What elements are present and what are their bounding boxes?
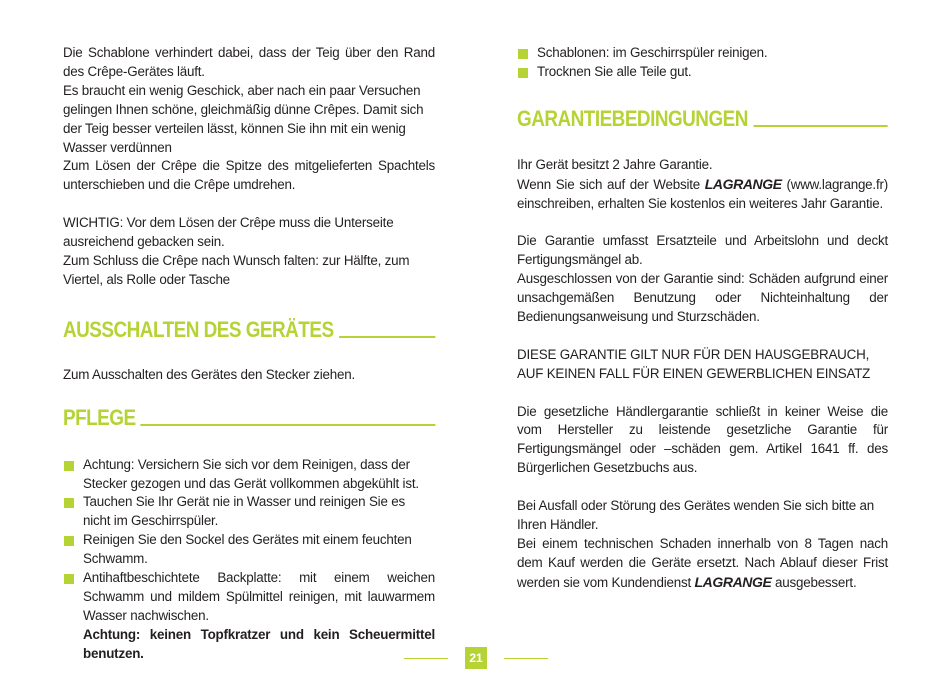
- garantie-years: Ihr Gerät besitzt 2 Jahre Garantie.: [517, 156, 713, 172]
- heading-rule: [141, 424, 435, 426]
- bullet-square-icon: [64, 536, 74, 546]
- bullet-square-icon: [518, 68, 528, 78]
- footer-rule-left: [404, 658, 448, 659]
- ausschalten-heading: AUSSCHALTEN DES GERÄTES: [63, 317, 435, 343]
- hausgebrauch-paragraph: DIESE GARANTIE GILT NUR FÜR DEN HAUSGEBRAUCH, AUF KEINEN FALL FÜR EINEN GEWERBLICHEN EINSATZ: [517, 346, 871, 381]
- list-item: Tauchen Sie Ihr Gerät nie in Wasser und reinigen Sie es nicht im Geschirrspüler.: [63, 493, 435, 531]
- list-item: Reinigen Sie den Sockel des Gerätes mit einem feuchten Schwamm.: [63, 531, 435, 569]
- brand-logo: LAGRANGE: [694, 573, 772, 590]
- list-item: Antihaftbeschichtete Backplatte: mit einem weichen Schwamm und mildem Spülmittel reinigen, mit lauwarmem Wasser nachwischen. Achtung: keinen Topfkratzer und kein Scheuermittel benutzen.: [63, 569, 435, 664]
- garantie-heading: GARANTIEBEDINGUNGEN: [517, 106, 888, 132]
- pflege-heading: PFLEGE: [63, 405, 435, 431]
- bullet-square-icon: [64, 461, 74, 471]
- list-item: Schablonen: im Geschirrspüler reinigen.: [517, 44, 888, 63]
- umfang-paragraph: Die Garantie umfasst Ersatzteile und Arbeitslohn und deckt Fertigungsmängel ab.: [517, 233, 888, 268]
- falten-paragraph: Zum Schluss die Crêpe nach Wunsch falten: zur Hälfte, zum Viertel, als Rolle oder Tasche: [63, 252, 410, 287]
- page-footer: [0, 647, 950, 669]
- heading-rule: [339, 336, 435, 338]
- footer-rule-right: [504, 658, 548, 659]
- haendlergarantie-paragraph: Die gesetzliche Händlergarantie schließt in keiner Weise die vom Hersteller zu leistende gesetzliche Garantie für Fertigungsmängel oder –schäden gem. Artikel 1641 ff. des Bürgerlichen Gesetzbuchs aus.: [517, 403, 888, 476]
- website-paragraph: Wenn Sie sich auf der Website LAGRANGE (www.lagrange.fr) einschreiben, erhalten Sie kostenlos ein weiteres Jahr Garantie.: [517, 175, 888, 211]
- pflege-list: [63, 456, 435, 664]
- wichtig-paragraph: WICHTIG: Vor dem Lösen der Crêpe muss die Unterseite ausreichend gebacken sein.: [63, 215, 394, 250]
- list-item: Trocknen Sie alle Teile gut.: [517, 63, 888, 82]
- ausschluss-paragraph: Ausgeschlossen von der Garantie sind: Schäden aufgrund einer unsachgemäßen Benutzung oder Nichteinhaltung der Bedienungsanweisung und Sturzschäden.: [517, 271, 888, 325]
- bullet-square-icon: [518, 49, 528, 59]
- warning-text: Achtung: keinen Topfkratzer und kein Scheuermittel benutzen.: [83, 626, 435, 661]
- ausfall-paragraph: Bei Ausfall oder Störung des Gerätes wenden Sie sich bitte an Ihren Händler.: [517, 498, 875, 532]
- intro-paragraph-3: Zum Lösen der Crêpe die Spitze des mitgelieferten Spachtels unterschieben und die Crêpe umdrehen.: [63, 158, 435, 193]
- bullet-square-icon: [64, 498, 74, 508]
- left-column: [63, 44, 435, 664]
- bullet-square-icon: [64, 574, 74, 584]
- schaden-paragraph: Bei einem technischen Schaden innerhalb von 8 Tagen nach dem Kauf werden die Geräte ersetzt. Nach Ablauf dieser Frist werden sie vom Kundendienst LAGRANGE ausgebessert.: [517, 535, 888, 590]
- right-column: [517, 44, 888, 593]
- list-item: Achtung: Versichern Sie sich vor dem Reinigen, dass der Stecker gezogen und das Gerät vollkommen abgekühlt ist.: [63, 456, 435, 494]
- intro-paragraph-1: Die Schablone verhindert dabei, dass der Teig über den Rand des Crêpe-Gerätes läuft.: [63, 45, 435, 79]
- page-number: 21: [465, 647, 487, 669]
- ausschalten-text: Zum Ausschalten des Gerätes den Stecker ziehen.: [63, 366, 356, 382]
- intro-paragraph-2: Es braucht ein wenig Geschick, aber nach ein paar Versuchen gelingen Ihnen schöne, gleichmäßig dünne Crêpes. Damit sich der Teig besser verteilen lässt, können Sie ihn mit ein wenig Wasser verdünnen: [63, 82, 424, 155]
- heading-rule: [753, 125, 888, 127]
- cleaning-list: [517, 44, 888, 82]
- brand-logo: LAGRANGE: [704, 175, 782, 192]
